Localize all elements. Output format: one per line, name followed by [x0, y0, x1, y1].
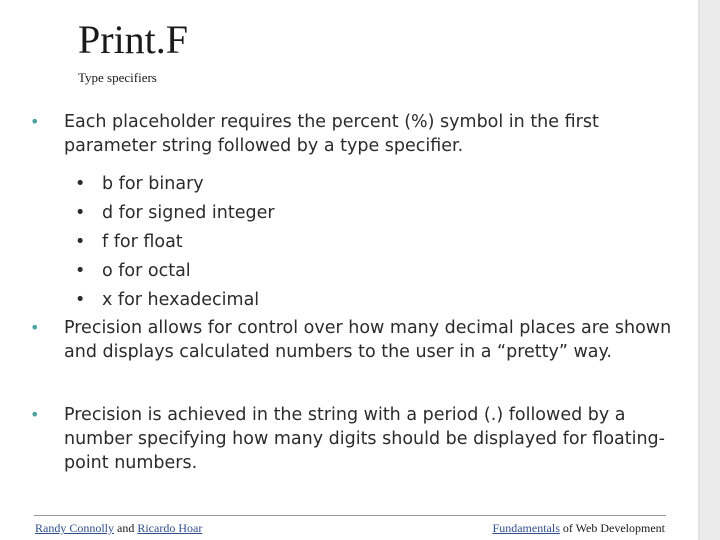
- bullet-text: Precision is achieved in the string with a period (.) followed by a number specifying how many digits should be displayed for floating-point numbers.: [64, 405, 665, 473]
- type-specifier-list: [30, 172, 670, 317]
- bullet-text: Each placeholder requires the percent (%) symbol in the first parameter string followed by a type specifier.: [64, 112, 599, 156]
- bullet-icon: •: [75, 290, 86, 310]
- book-link[interactable]: Fundamentals: [492, 521, 560, 535]
- bullet-icon: •: [30, 318, 40, 337]
- author-link[interactable]: Ricardo Hoar: [137, 521, 203, 535]
- bullet-icon: •: [75, 174, 86, 194]
- bullet-icon: •: [75, 232, 86, 252]
- footer-divider: [34, 515, 666, 516]
- book-title-rest: of Web Development: [559, 521, 665, 535]
- bullet-item: [30, 403, 670, 475]
- specifier-item: [30, 230, 670, 259]
- footer-book-title: [493, 521, 665, 536]
- bullet-icon: •: [30, 405, 40, 424]
- bullet-item: [30, 110, 670, 158]
- specifier-item: [30, 288, 670, 317]
- specifier-item: [30, 259, 670, 288]
- author-link[interactable]: Randy Connolly: [35, 521, 115, 535]
- bullet-icon: •: [30, 112, 40, 131]
- specifier-text: x for hexadecimal: [102, 290, 260, 310]
- slide-subtitle: Type specifiers: [78, 70, 157, 85]
- specifier-text: o for octal: [102, 261, 191, 281]
- specifier-text: f for float: [102, 232, 183, 252]
- right-decorative-line: [698, 0, 700, 540]
- bullet-icon: •: [75, 261, 86, 281]
- specifier-text: b for binary: [102, 174, 204, 194]
- footer-authors: [35, 521, 202, 536]
- bullet-icon: •: [75, 203, 86, 223]
- bullet-item: [30, 316, 670, 364]
- right-decorative-band: [698, 0, 720, 540]
- specifier-text: d for signed integer: [102, 203, 275, 223]
- specifier-item: [30, 172, 670, 201]
- footer-conjunction: and: [114, 521, 138, 535]
- bullet-text: Precision allows for control over how many decimal places are shown and displays calculated numbers to the user in a “pretty” way.: [64, 318, 672, 362]
- slide-title: Print.F: [78, 17, 189, 62]
- specifier-item: [30, 201, 670, 230]
